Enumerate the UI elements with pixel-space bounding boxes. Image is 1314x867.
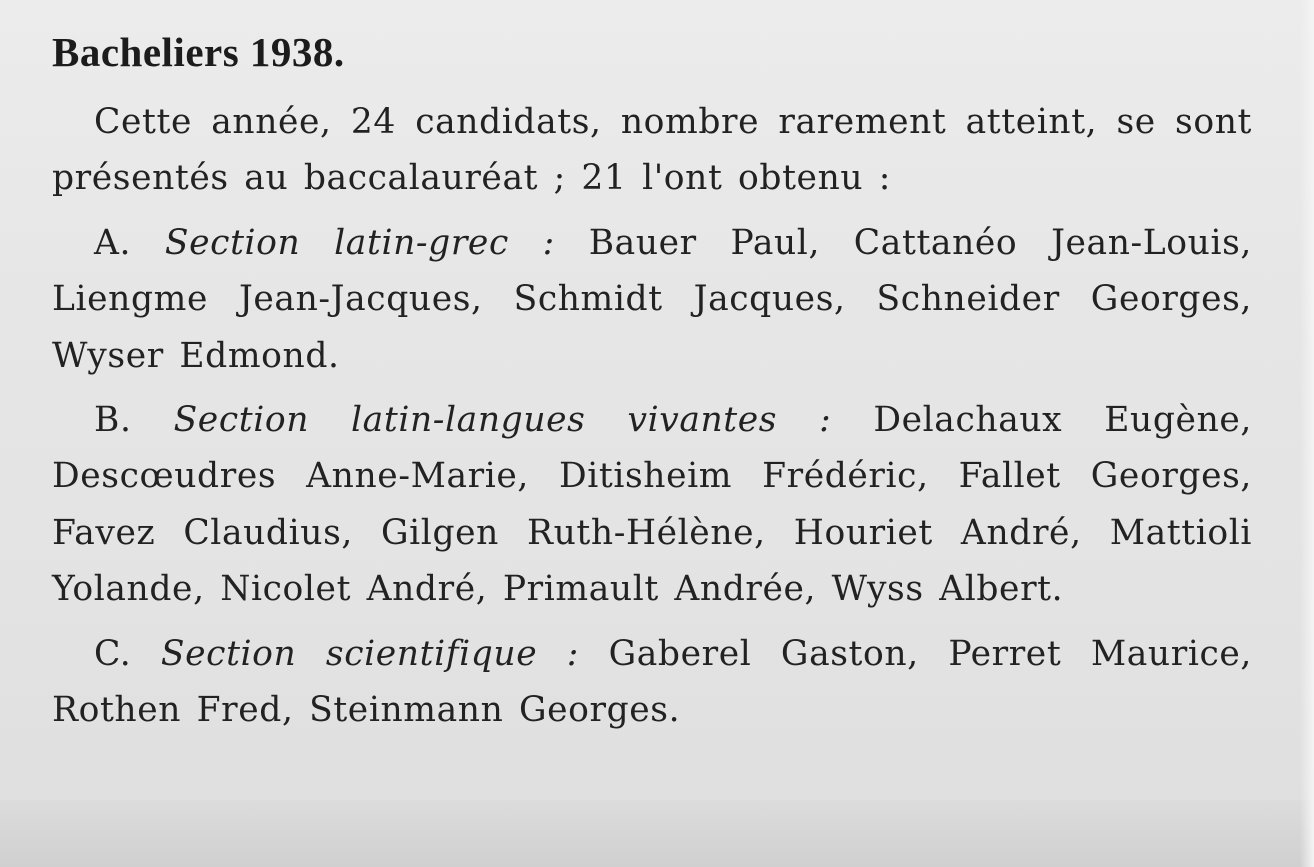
article-heading: Bacheliers 1938. — [52, 29, 345, 75]
section-a-name: Section latin-grec : — [164, 222, 555, 263]
section-c-names: Gaberel Gaston, Perret Maurice, Rothen Fred, Steinmann Georges. — [52, 633, 1252, 731]
section-c-name: Section scientifique : — [160, 633, 580, 674]
page-right-edge — [1300, 0, 1314, 867]
intro-paragraph: Cette année, 24 candidats, nombre rarement atteint, se sont présentés au baccalauréat ; 21 l'ont obtenu : — [52, 102, 1252, 199]
section-a-paragraph — [52, 215, 1252, 384]
section-a-names: Bauer Paul, Cattanéo Jean-Louis, Liengme Jean-Jacques, Schmidt Jacques, Schneider Georges, Wyser Edmond. — [52, 222, 1252, 376]
page-bottom-margin — [0, 800, 1314, 867]
section-c-letter: C. — [94, 633, 132, 674]
section-a-letter: A. — [94, 222, 132, 263]
section-b-name: Section latin-langues vivantes : — [173, 400, 832, 441]
section-c-paragraph — [52, 626, 1252, 739]
section-b-paragraph — [52, 392, 1252, 618]
section-b-letter: B. — [94, 400, 132, 441]
article — [52, 22, 1252, 746]
section-b-names: Delachaux Eugène, Descœudres Anne-Marie, Ditisheim Frédéric, Fallet Georges, Favez Claudius, Gilgen Ruth-Hélène, Houriet André, Mattioli Yolande, Nicolet André, Primault Andrée, Wyss Albert. — [52, 400, 1252, 610]
